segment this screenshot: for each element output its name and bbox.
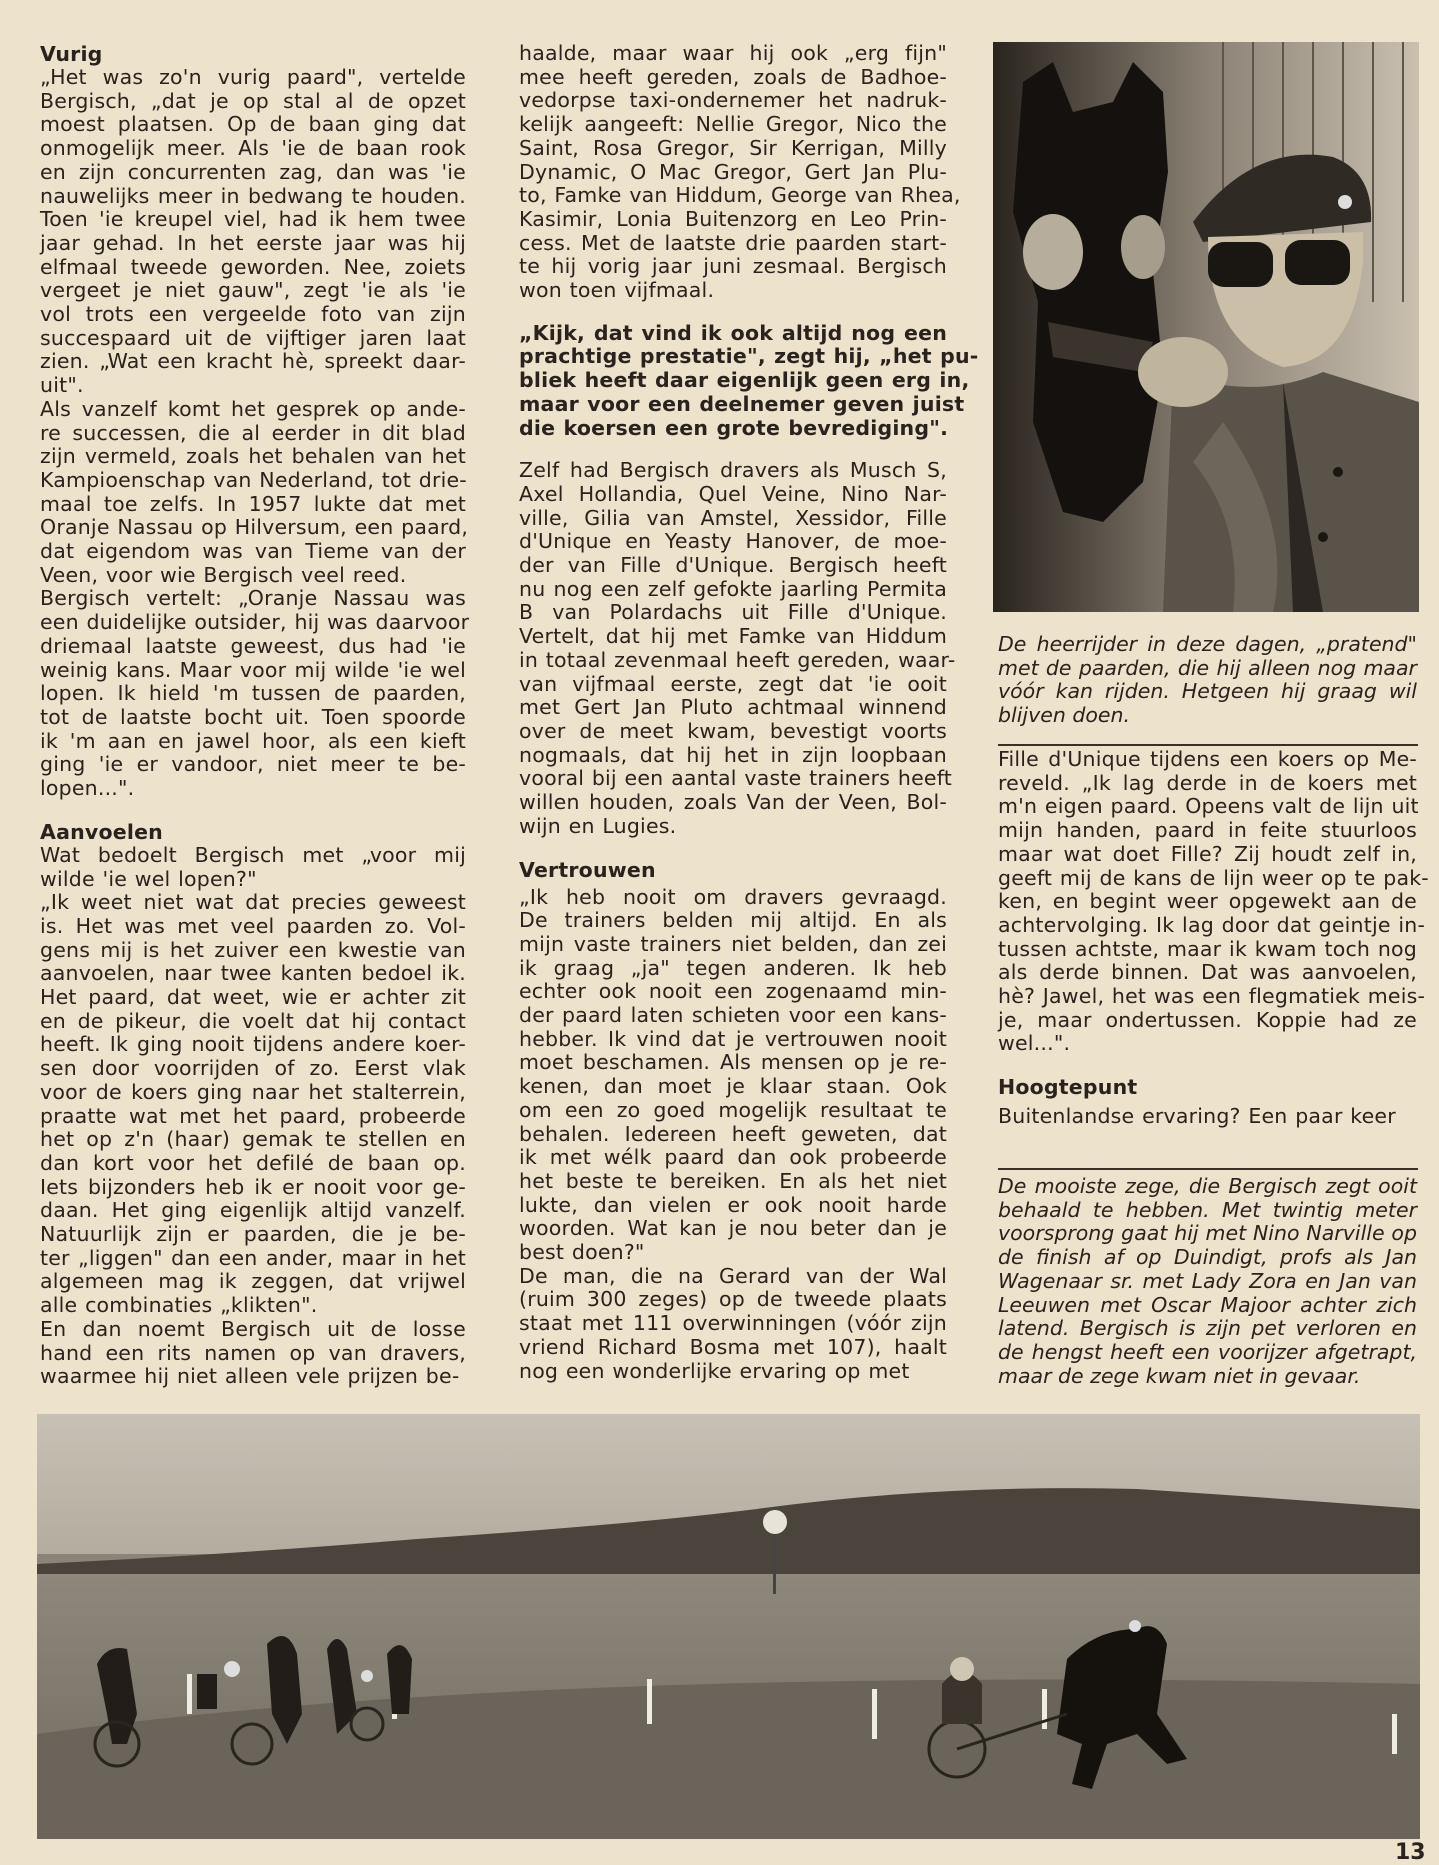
text-line: wel...". — [998, 1031, 1071, 1056]
subheading-vurig: Vurig — [40, 42, 103, 66]
pull-quote — [519, 320, 979, 441]
text-line: vriend Richard Bosma met 107), haalt — [519, 1334, 947, 1359]
text-line: om een zo goed mogelijk resultaat te — [519, 1097, 947, 1122]
text-line: Kampioenschap van Nederland, tot drie- — [40, 467, 467, 492]
text-line: algemeen mag ik zeggen, dat vrijwel — [40, 1269, 466, 1294]
text-line: Leeuwen met Oscar Majoor achter zich — [998, 1292, 1417, 1317]
text-line: ik graag „ja" tegen anderen. Ik heb — [519, 955, 947, 980]
text-line: te hij vorig jaar juni zesmaal. Bergisch — [519, 254, 947, 279]
text-line: zien. „Wat een kracht hè, spreekt daar- — [40, 349, 466, 374]
text-line: Wagenaar sr. met Lady Zora en Jan van — [998, 1268, 1417, 1293]
text-line: kelijk aangeeft: Nellie Gregor, Nico the — [519, 112, 947, 137]
text-line: Iets bijzonders heb ik er nooit voor ge- — [40, 1174, 466, 1199]
text-line: tussen achtste, maar ik kwam toch nog — [998, 936, 1417, 961]
text-line: Natuurlijk zijn er paarden, die je be- — [40, 1222, 466, 1247]
text-line: der paard laten schieten voor een kans- — [519, 1003, 947, 1028]
race-photo — [37, 1414, 1420, 1839]
text-line: latend. Bergisch is zijn pet verloren en — [998, 1316, 1417, 1341]
text-line: d'Unique en Yeasty Hanover, de moe- — [519, 529, 947, 554]
text-line: nog een wonderlijke ervaring op met — [519, 1358, 910, 1383]
text-line: gens mij is het zuiver een kwestie van — [40, 937, 466, 962]
divider-line — [998, 1168, 1418, 1170]
text-line: moest plaatsen. Op de baan ging dat — [40, 112, 466, 137]
text-line: to, Famke van Hiddum, George van Rhea, — [519, 183, 961, 208]
paragraph — [519, 886, 947, 1265]
text-line: met Gert Jan Pluto achtmaal winnend — [519, 695, 947, 720]
text-line: Veen, voor wie Bergisch veel reed. — [40, 562, 407, 587]
text-line: voor de koers ging naar het stalterrein, — [40, 1079, 466, 1104]
text-line: is. Het was met veel paarden zo. Vol- — [40, 913, 466, 938]
text-line: alle combinaties „klikten". — [40, 1293, 318, 1318]
text-line: voorsprong gaat hij met Nino Narville op — [998, 1221, 1417, 1246]
text-line: staat met 111 overwinningen (vóór zijn — [519, 1311, 947, 1336]
text-line: zijn vermeld, zoals het behalen van het — [40, 444, 466, 469]
text-line: m'n eigen paard. Opeens valt de lijn uit — [998, 794, 1419, 819]
text-line: cess. Met de laatste drie paarden start- — [519, 230, 947, 255]
text-line: behalen. Iedereen heeft geweten, dat — [519, 1121, 947, 1146]
text-line: de finish af op Duindigt, profs als Jan — [998, 1245, 1417, 1270]
text-line: lukte, dan vielen er ook nooit harde — [519, 1192, 947, 1217]
text-line: prachtige prestatie", zegt hij, „het pu- — [519, 344, 979, 369]
text-line: vedorpse taxi-ondernemer het nadruk- — [519, 88, 947, 113]
text-line: „Ik heb nooit om dravers gevraagd. — [519, 884, 947, 909]
text-line: vergeet je niet gauw", zegt 'ie als 'ie — [40, 278, 466, 303]
text-line: vooral bij een aantal vaste trainers heeft — [519, 766, 953, 791]
paragraph — [40, 844, 466, 891]
text-line: een duidelijke outsider, hij was daarvoor — [40, 610, 470, 635]
text-line: kenen, dan moet je klaar staan. Ook — [519, 1074, 947, 1099]
text-line: der van Fille d'Unique. Bergisch heeft — [519, 553, 947, 578]
text-line: Fille d'Unique tijdens een koers op Me- — [998, 747, 1417, 771]
text-line: lopen. Ik hield 'm tussen de paarden, — [40, 681, 466, 706]
text-line: ging 'ie er vandoor, niet meer te be- — [40, 752, 466, 777]
text-line: hand een rits namen op van dravers, — [40, 1340, 466, 1365]
text-line: blijven doen. — [998, 703, 1131, 728]
subheading-aanvoelen: Aanvoelen — [40, 819, 163, 844]
text-line: B van Polardachs uit Fille d'Unique. — [519, 600, 947, 625]
text-line: ik met wélk paard dan ook probeerde — [519, 1145, 947, 1170]
text-line: elfmaal tweede geworden. Nee, zoiets — [40, 254, 466, 279]
text-line: „Kijk, dat vind ik ook altijd nog een — [519, 320, 947, 345]
text-line: daan. Het ging eigenlijk altijd vanzelf. — [40, 1198, 466, 1223]
portrait-caption — [998, 633, 1417, 728]
text-line: haalde, maar waar hij ook „erg fijn" — [519, 41, 947, 65]
text-line: ken, en begint weer opgewekt aan de — [998, 889, 1417, 914]
text-line: behaald te hebben. Met twintig meter — [998, 1197, 1417, 1222]
paragraph — [519, 41, 961, 303]
text-line: achtervolging. Ik lag door dat geintje in- — [998, 912, 1426, 937]
text-line: praatte wat met het paard, probeerde — [40, 1103, 466, 1128]
text-line: Bergisch vertelt: „Oranje Nassau was — [40, 586, 466, 611]
text-line: je, maar ondertussen. Koppie had ze — [998, 1007, 1417, 1032]
text-line: ville, Gilia van Amstel, Xessidor, Fille — [519, 505, 947, 530]
text-line: maar voor een deelnemer geven juist — [519, 391, 965, 416]
text-line: De man, die na Gerard van der Wal — [519, 1263, 947, 1288]
text-line: Dynamic, O Mac Gregor, Gert Jan Plu- — [519, 159, 947, 184]
article-column-2 — [519, 41, 979, 1383]
text-line: echter ook nooit een zogenaamd min- — [519, 979, 947, 1004]
text-line: als derde binnen. Dat was aanvoelen, — [998, 960, 1417, 985]
text-line: Het paard, dat weet, wie er achter zit — [40, 985, 466, 1010]
text-line: Kasimir, Lonia Buitenzorg en Leo Prin- — [519, 206, 947, 231]
text-line: maal toe zelfs. In 1957 lukte dat met — [40, 491, 466, 516]
divider-line — [998, 744, 1418, 746]
text-line: wilde 'ie wel lopen?" — [40, 866, 257, 891]
text-line: ter „liggen" dan een ander, maar in het — [40, 1245, 466, 1270]
text-line: maar de zege kwam niet in gevaar. — [998, 1363, 1361, 1388]
text-line: met de paarden, die hij alleen nog maar — [998, 655, 1417, 680]
text-line: „Ik weet niet wat dat precies geweest — [40, 890, 466, 915]
paragraph — [998, 747, 1429, 1056]
text-line: jaar gehad. In het eerste jaar was hij — [40, 230, 466, 255]
paragraph — [519, 458, 956, 838]
race-illustration — [37, 1414, 1420, 1839]
text-line: wijn en Lugies. — [519, 813, 677, 838]
text-line: waarmee hij niet alleen vele prijzen be- — [40, 1364, 460, 1389]
text-line: De mooiste zege, die Bergisch zegt ooit — [998, 1174, 1417, 1198]
text-line: nu nog een zelf gefokte jaarling Permita — [519, 576, 947, 601]
text-line: vol trots een vergeelde foto van zijn — [40, 302, 466, 327]
text-line: vóór kan rijden. Hetgeen hij graag wil — [998, 679, 1417, 704]
text-line: En dan noemt Bergisch uit de losse — [40, 1316, 466, 1341]
text-line: lopen...". — [40, 776, 135, 801]
article-column-3 — [998, 747, 1429, 1129]
text-line: Toen 'ie kreupel viel, had ik hem twee — [40, 207, 466, 232]
text-line: Bergisch, „dat je op stal al de opzet — [40, 88, 466, 113]
text-line: weinig kans. Maar voor mij wilde 'ie wel — [40, 657, 466, 682]
text-line: de hengst heeft een voorijzer afgetrapt, — [998, 1339, 1417, 1364]
paragraph — [40, 66, 466, 398]
text-line: dat eigendom was van Tieme van der — [40, 539, 466, 564]
text-line: won toen vijfmaal. — [519, 278, 715, 303]
paragraph — [998, 1105, 1417, 1129]
text-line: nauwelijks meer in bedwang te houden. — [40, 183, 466, 208]
paragraph — [519, 1265, 947, 1384]
text-line: maar wat doet Fille? Zij houdt zelf in, — [998, 841, 1417, 866]
text-line: over de meet kwam, bevestigt voorts — [519, 718, 947, 743]
text-line: Oranje Nassau op Hilversum, een paard, — [40, 515, 469, 540]
text-line: Als vanzelf komt het gesprek op ande- — [40, 396, 466, 421]
text-line: mijn vaste trainers niet belden, dan zei — [519, 931, 947, 956]
text-line: Axel Hollandia, Quel Veine, Nino Nar- — [519, 481, 947, 506]
text-line: dan kort voor het defilé de baan op. — [40, 1150, 466, 1175]
text-line: succespaard uit de vijftiger jaren laat — [40, 325, 466, 350]
text-line: die koersen een grote bevrediging". — [519, 415, 949, 440]
text-line: tot de laatste bocht uit. Toen spoorde — [40, 704, 466, 729]
text-line: De heerrijder in deze dagen, „pratend" — [998, 632, 1417, 656]
text-line: hè? Jawel, het was een flegmatiek meis- — [998, 984, 1426, 1009]
text-line: ik 'm aan en jawel hoor, als een kieft — [40, 728, 466, 753]
subheading-hoogtepunt: Hoogtepunt — [998, 1075, 1138, 1100]
text-line: „Het was zo'n vurig paard", vertelde — [40, 65, 466, 89]
text-line: Wat bedoelt Bergisch met „voor mij — [40, 842, 466, 867]
text-line: aanvoelen, naar twee kanten bedoel ik. — [40, 961, 466, 986]
text-line: (ruim 300 zeges) op de tweede plaats — [519, 1287, 947, 1312]
paragraph — [40, 586, 470, 801]
portrait-photo — [993, 42, 1419, 612]
text-line: woorden. Wat kan je nou beter dan je — [519, 1216, 947, 1241]
paragraph — [40, 891, 466, 1318]
text-line: het op z'n (haar) gemak te stellen en — [40, 1127, 466, 1152]
text-line: Vertelt, dat hij met Famke van Hiddum — [519, 624, 947, 649]
portrait-illustration — [993, 42, 1419, 612]
text-line: sen door voorrijden of zo. Eerst vlak — [40, 1056, 466, 1081]
text-line: driemaal laatste geweest, dus had 'ie — [40, 633, 466, 658]
article-column-1 — [40, 42, 470, 1389]
text-line: moet beschamen. Als mensen op je re- — [519, 1050, 947, 1075]
text-line: reveld. „Ik lag derde in de koers met — [998, 770, 1417, 795]
text-line: en de pikeur, die voelt dat hij contact — [40, 1008, 466, 1033]
text-line: van vijfmaal eerste, zegt dat 'ie ooit — [519, 671, 947, 696]
text-line: geeft mij de kans de lijn weer op te pak- — [998, 865, 1429, 890]
page-number: 13 — [1395, 1840, 1426, 1865]
text-line: hebber. Ik vind dat je vertrouwen nooit — [519, 1026, 947, 1051]
text-line: best doen?" — [519, 1240, 645, 1265]
text-line: Saint, Rosa Gregor, Sir Kerrigan, Milly — [519, 135, 947, 160]
text-line: Zelf had Bergisch dravers als Musch S, — [519, 458, 947, 483]
text-line: heeft. Ik ging nooit tijdens andere koer- — [40, 1032, 466, 1057]
paragraph — [40, 1318, 466, 1389]
text-line: De trainers belden mij altijd. En als — [519, 908, 947, 933]
subheading-vertrouwen: Vertrouwen — [519, 857, 656, 882]
race-photo-caption — [998, 1175, 1417, 1388]
text-line: uit". — [40, 373, 84, 398]
text-line: en zijn concurrenten zag, dan was 'ie — [40, 159, 466, 184]
text-line: onmogelijk meer. Als 'ie de baan rook — [40, 136, 466, 161]
paragraph — [40, 396, 469, 588]
text-line: mee heeft gereden, zoals de Badhoe- — [519, 64, 947, 89]
text-line: in totaal zevenmaal heeft gereden, waar- — [519, 647, 956, 672]
text-line: mijn handen, paard in feite stuurloos — [998, 818, 1417, 843]
text-line: re successen, die al eerder in dit blad — [40, 420, 466, 445]
text-line: nogmaals, dat hij het in zijn loopbaan — [519, 742, 947, 767]
text-line: Buitenlandse ervaring? Een paar keer — [998, 1104, 1396, 1129]
text-line: het beste te bereiken. En als het niet — [519, 1168, 947, 1193]
text-line: bliek heeft daar eigenlijk geen erg in, — [519, 368, 970, 393]
text-line: willen houden, zoals Van der Veen, Bol- — [519, 790, 947, 815]
